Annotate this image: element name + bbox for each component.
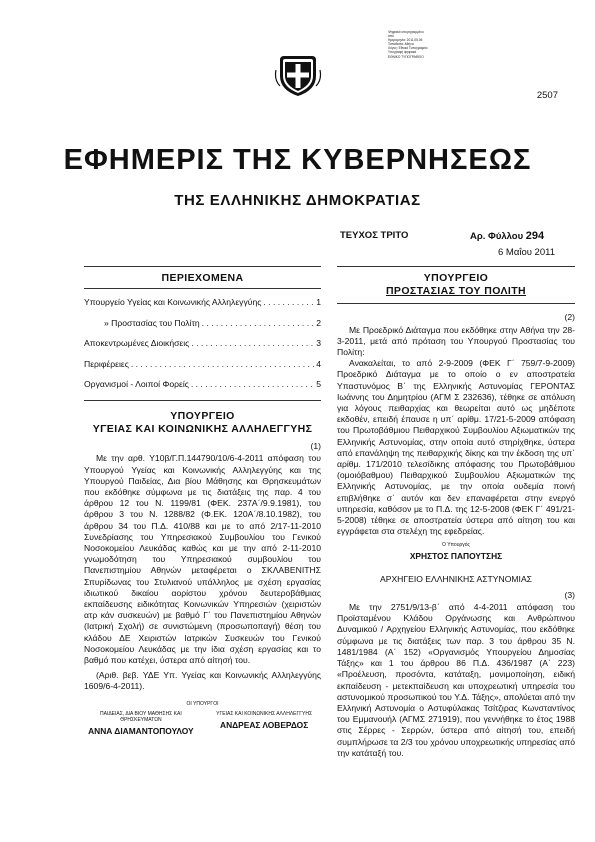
stamp-line: Λόγος: Εθνικό Τυπογραφείο — [388, 46, 428, 51]
gazette-title: ΕΦΗΜΕΡΙΣ ΤΗΣ ΚΥΒΕΡΝΗΣΕΩΣ — [63, 144, 532, 176]
signer-name: ΧΡΗΣΤΟΣ ΠΑΠΟΥΤΣΗΣ — [409, 551, 503, 562]
toc-item-text: Υπουργείο Υγείας και Κοινωνικής Αλληλεγγύης — [84, 297, 262, 308]
decision-text: Ανακαλείται, το από 2-9-2009 (ΦΕΚ Γ΄ 759/7-9-2009) Προεδρικό Διάταγμα με το οποίο ο εν αποστρατεία Υπαστυνόμος Β΄ της Ελληνικής Αστυνομίας ΓΕΡΟΝΤΑΣ Ιωάννης του Δημητρίου (ΑΓΜ Σ 232636), τέθηκε σε απόλυση για λόγους πειθαρχίας και θεωρείται αυτό ως μηδέποτε εκδοθέν, επειδή έπαυσε η υπ΄ αρίθμ. 17/21-5-2009 απόφαση του Πρωτοβάθμιου Πειθαρχικού Συμβουλίου Αξιωματικών της Ελληνικής Αστυνομίας, στην οποία αυτό στηρίχθηκε, ύστερα από επανάληψη της πειθαρχικής δίκης και την έκδοση της υπ΄ αρίθμ. 171/2010 τελεσίδικης απόφασης του Πρωτοβάθμιου (ομοιόβαθμου) Πειθαρχικού Συμβουλίου Αξιωματικών της Ελληνικής Αστυνομίας, με την οποία ουδεμία ποινή επιβλήθηκε σ΄ αυτόν και δεν επαναφέρεται στην ενεργό υπηρεσία, καθόσον με το Π.Δ. της 12-5-2008 (ΦΕΚ Γ΄ 491/21-5-2008) τέθηκε σε αποστρατεία ύστερα από αίτηση του και εγγράφεται στα στελέχη της εφεδρείας. — [337, 358, 575, 537]
divider — [337, 303, 575, 304]
stamp-line: από — [388, 34, 394, 39]
signatures — [84, 711, 321, 737]
signer-role: ΠΑΙΔΕΙΑΣ, ΔΙΑ ΒΙΟΥ ΜΑΘΗΣΗΣ ΚΑΙ ΘΡΗΣΚΕΥΜΑΤΩΝ — [100, 710, 182, 723]
stamp-line: Ημερομηνία: 2011.05.06 — [388, 38, 423, 43]
stamp-line: Ψηφιακά υπογεγραμμένο — [388, 30, 424, 34]
stamp-line: ΕΘΝΙΚΟ ΤΥΠΟΓΡΑΦΕΙΟ — [388, 54, 424, 59]
toc-leader-dots — [131, 359, 314, 370]
toc-item-page: 4 — [316, 358, 321, 369]
toc-heading: ΠΕΡΙΕΧΟΜΕΝΑ — [161, 272, 244, 284]
ministry-health-line2: ΥΓΕΙΑΣ ΚΑΙ ΚΟΙΝΩΝΙΚΗΣ ΑΛΛΗΛΕΓΓΥΗΣ — [92, 422, 313, 435]
ministry-protection-line1: ΥΠΟΥΡΓΕΙΟ — [423, 272, 489, 284]
divider — [84, 266, 321, 267]
divider — [337, 266, 575, 267]
stamp-line: Υπογραφή ψηφιακά — [388, 50, 417, 55]
toc-leader-dots — [263, 297, 314, 308]
signer-label: Ο Υπουργός — [442, 542, 470, 549]
toc-list — [84, 297, 321, 390]
toc-item-page: 1 — [316, 297, 321, 308]
toc-item-text: » Προστασίας του Πολίτη — [104, 317, 200, 328]
toc-item-text: Περιφέρειες — [84, 358, 129, 369]
page-number: 2507 — [536, 90, 558, 101]
right-column — [337, 266, 575, 759]
decision-ref: (Αριθ. βεβ. ΥΔΕ Υπ. Υγείας και Κοινωνικής Αλληλεγγύης 1609/6-4-2011). — [84, 670, 321, 692]
sheet-label-text: Αρ. Φύλλου — [470, 231, 524, 242]
ministry-health-line1: ΥΠΟΥΡΓΕΙΟ — [170, 409, 235, 422]
toc-leader-dots — [191, 338, 314, 349]
signature-block — [207, 711, 321, 737]
toc-item-page: 3 — [316, 338, 321, 349]
sheet-number — [470, 230, 544, 242]
sheet-number-value: 294 — [525, 230, 545, 242]
signer-name: ΑΝΝΑ ΔΙΑΜΑΝΤΟΠΟΥΛΟΥ — [88, 725, 194, 736]
toc-leader-dots — [202, 318, 315, 329]
decision-number: (1) — [310, 441, 321, 452]
issue-label: ΤΕΥΧΟΣ ΤΡΙΤΟ — [340, 230, 409, 241]
gazette-subtitle: ΤΗΣ ΕΛΛΗΝΙΚΗΣ ΔΗΜΟΚΡΑΤΙΑΣ — [174, 192, 421, 209]
left-column — [84, 266, 321, 737]
toc-item-page: 5 — [316, 379, 321, 390]
decision-text: Με την αρθ. Υ10β/Γ.Π.144790/10/6-4-2011 απόφαση του Υπουργού Υγείας και Κοινωνικής Αλληλεγγύης και της Υπουργού Παιδείας, Δια βίου Μάθησης και Θρησκευμάτων που εκδόθηκε σύμφωνα με τις διατάξεις της παρ. 4 του άρθρου 12 του Ν. 1199/81 (ΦΕΚ. 237Α΄/9.9.1981), του άρθρου 3 του Ν. 1288/82 (Φ.ΕΚ. 120Α΄/8.10.1982), του άρθρου 34 του Π.Δ. 410/88 και με το από 2/17-11-2010 Συνεδρίασης του Υπηρεσιακού Συμβουλίου του Γενικού Νοσοκομείου Λευκάδας καθώς και με την από 2-11-2010 γνωμοδότηση του Υπηρεσιακού συμβουλίου του Πανεπιστημίου Αθηνών μεταφέρεται ο ΣΚΛΑΒΕΝΙΤΗΣ Σπυρίδωνας του Στυλιανού υπάλληλος με σχέση εργασίας ιδιωτικού δικαίου αορίστου χρόνου δευτεροβάθμιας εκπαίδευσης ειδικότητας Κοινωνικών Υπηρεσιών (χειριστών ατρ κάν συσκευών) με βαθμό Γ΄ του Πανεπιστημίου Αθηνών (Ιατρική Σχολή) σε συνιστώμενη (προσωποπαγή) θέση του κλάδου ΔΕ Χειριστών Ιατρικών Συσκευών του Γενικού Νοσοκομείου Λευκάδας με την ίδια σχέση εργασίας και το βαθμό που κατέχει, ύστερα από αίτησή του. — [84, 453, 321, 665]
toc-item[interactable] — [84, 359, 321, 370]
decision-intro: Με Προεδρικό Διάταγμα που εκδόθηκε στην Αθήνα την 28-3-2011, μετά από πρόταση του Υπουργού Προστασίας του Πολίτη: — [337, 324, 575, 358]
toc-item-text: Αποκεντρωμένες Διοικήσεις — [84, 338, 190, 349]
toc-item-page: 2 — [316, 317, 321, 328]
greek-coat-of-arms-icon — [274, 50, 322, 98]
issue-date: 6 Μαΐου 2011 — [498, 247, 555, 258]
signature-block — [84, 711, 198, 737]
toc-leader-dots — [191, 379, 314, 390]
signer-name: ΑΝΔΡΕΑΣ ΛΟΒΕΡΔΟΣ — [220, 719, 309, 730]
decision-text: Με την 2751/9/13-β΄ από 4-4-2011 απόφαση του Προϊσταμένου Κλάδου Οργάνωσης και Ανθρώπινου Δυναμικού / Αρχηγείου Ελληνικής Αστυνομίας, που εκδόθηκε σύμφωνα με τις διατάξεις των παρ. 3 του άρθρου 35 Ν. 1481/1984 (Α΄ 152) «Οργανισμός Υπουργείου Δημοσίας Τάξης» και 1 του άρθρου 86 Π.Δ. 436/1987 (Α΄ 223) «Προέλευση, προσόντα, κατάταξη, μονιμοποίηση, ειδική εκπαίδευση - μετεκπαίδευση και υποχρεωτική υπηρεσία του αστυνομικού προσωπικού του Υ.Δ. Τάξης», απολύεται από την Ελληνική Αστυνομία ο Αστυφύλακας Τσίτζιρας Κωνσταντίνος του Εμμανουήλ (ΑΓΜΣ 271919), που γεννήθηκε το έτος 1988 στις Σέρρες - Σερρών, ύστερα από αίτησή του, επειδή συμπλήρωσε τα 2/3 του χρόνου υποχρεωτικής υπηρεσίας από την κατάταξή του. — [337, 602, 575, 758]
toc-item-text: Οργανισμοί - Λοιποί Φορείς — [84, 379, 189, 390]
toc-item[interactable] — [84, 297, 321, 308]
stamp-line: Τοποθεσία: Αθήνα — [388, 42, 414, 47]
police-hq-heading: ΑΡΧΗΓΕΙΟ ΕΛΛΗΝΙΚΗΣ ΑΣΤΥΝΟΜΙΑΣ — [379, 573, 532, 584]
decision-number: (2) — [564, 312, 575, 323]
digital-signature-stamp — [388, 30, 468, 59]
decision-number: (3) — [564, 589, 575, 600]
ministry-protection-line2: ΠΡΟΣΤΑΣΙΑΣ ΤΟΥ ΠΟΛΙΤΗ — [385, 285, 527, 298]
signers-label: ΟΙ ΥΠΟΥΡΓΟΙ — [186, 700, 219, 707]
divider — [84, 400, 321, 401]
signer-role: ΥΓΕΙΑΣ ΚΑΙ ΚΟΙΝΩΝΙΚΗΣ ΑΛΛΗΛΕΓΓΥΗΣ — [216, 710, 313, 717]
toc-item[interactable] — [84, 379, 321, 390]
divider — [84, 288, 321, 289]
toc-item[interactable] — [84, 318, 321, 329]
toc-item[interactable] — [84, 338, 321, 349]
